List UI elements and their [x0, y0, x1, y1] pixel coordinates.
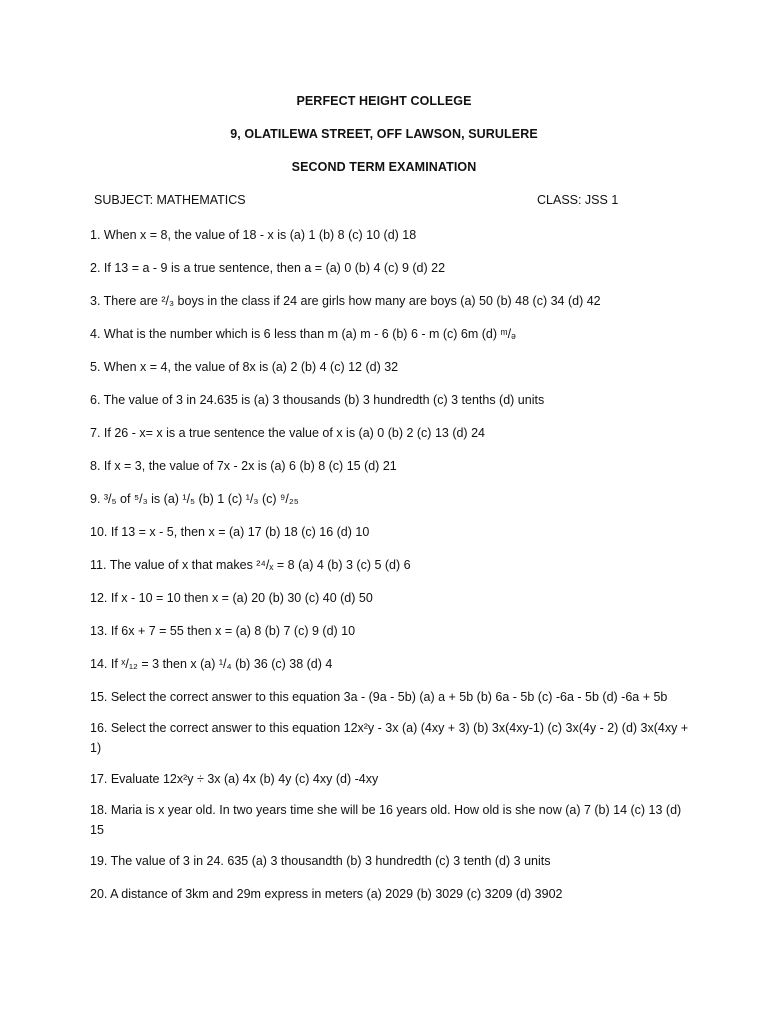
question-6: 6. The value of 3 in 24.635 is (a) 3 thousands (b) 3 hundredth (c) 3 tenths (d) units: [90, 393, 545, 407]
question-9: 9. ³/₅ of ⁵/₃ is (a) ¹/₅ (b) 1 (c) ¹/₃ (c) ⁹/₂₅: [90, 492, 299, 506]
question-16: 16. Select the correct answer to this equation 12x²y - 3x (a) (4xy + 3) (b) 3x(4xy-1) (c) 3x(4y - 2) (d) 3x(4xy + 1): [90, 721, 689, 755]
question-19: 19. The value of 3 in 24. 635 (a) 3 thousandth (b) 3 hundredth (c) 3 tenth (d) 3 units: [90, 854, 551, 868]
question-15: 15. Select the correct answer to this equation 3a - (9a - 5b) (a) a + 5b (b) 6a - 5b (c) -6a - 5b (d) -6a + 5b: [90, 690, 668, 704]
question-5: 5. When x = 4, the value of 8x is (a) 2 (b) 4 (c) 12 (d) 32: [90, 360, 399, 374]
question-11: 11. The value of x that makes ²⁴/ₓ = 8 (a) 4 (b) 3 (c) 5 (d) 6: [90, 558, 411, 572]
question-10: 10. If 13 = x - 5, then x = (a) 17 (b) 18 (c) 16 (d) 10: [90, 525, 370, 539]
class-label: CLASS: JSS 1: [537, 193, 619, 207]
question-1: 1. When x = 8, the value of 18 - x is (a) 1 (b) 8 (c) 10 (d) 18: [90, 228, 417, 242]
question-20: 20. A distance of 3km and 29m express in meters (a) 2029 (b) 3029 (c) 3209 (d) 3902: [90, 887, 563, 901]
question-3: 3. There are ²/₃ boys in the class if 24 are girls how many are boys (a) 50 (b) 48 (c) 34 (d) 42: [90, 294, 601, 308]
school-address: 9, OLATILEWA STREET, OFF LAWSON, SURULERE: [230, 127, 538, 141]
question-list: [90, 225, 690, 917]
question-18: 18. Maria is x year old. In two years time she will be 16 years old. How old is she now (a) 7 (b) 14 (c) 13 (d) 15: [90, 803, 682, 837]
question-4: 4. What is the number which is 6 less than m (a) m - 6 (b) 6 - m (c) 6m (d) ᵐ/ₔ: [90, 327, 516, 341]
question-17: 17. Evaluate 12x²y ÷ 3x (a) 4x (b) 4y (c) 4xy (d) -4xy: [90, 772, 379, 786]
school-name: PERFECT HEIGHT COLLEGE: [296, 94, 472, 108]
question-2: 2. If 13 = a - 9 is a true sentence, then a = (a) 0 (b) 4 (c) 9 (d) 22: [90, 261, 446, 275]
question-13: 13. If 6x + 7 = 55 then x = (a) 8 (b) 7 (c) 9 (d) 10: [90, 624, 356, 638]
exam-title: SECOND TERM EXAMINATION: [291, 160, 477, 174]
question-8: 8. If x = 3, the value of 7x - 2x is (a) 6 (b) 8 (c) 15 (d) 21: [90, 459, 397, 473]
question-14: 14. If ˣ/₁₂ = 3 then x (a) ¹/₄ (b) 36 (c) 38 (d) 4: [90, 657, 333, 671]
question-12: 12. If x - 10 = 10 then x = (a) 20 (b) 30 (c) 40 (d) 50: [90, 591, 373, 605]
subject-label: SUBJECT: MATHEMATICS: [94, 193, 246, 207]
question-7: 7. If 26 - x= x is a true sentence the value of x is (a) 0 (b) 2 (c) 13 (d) 24: [90, 426, 485, 440]
